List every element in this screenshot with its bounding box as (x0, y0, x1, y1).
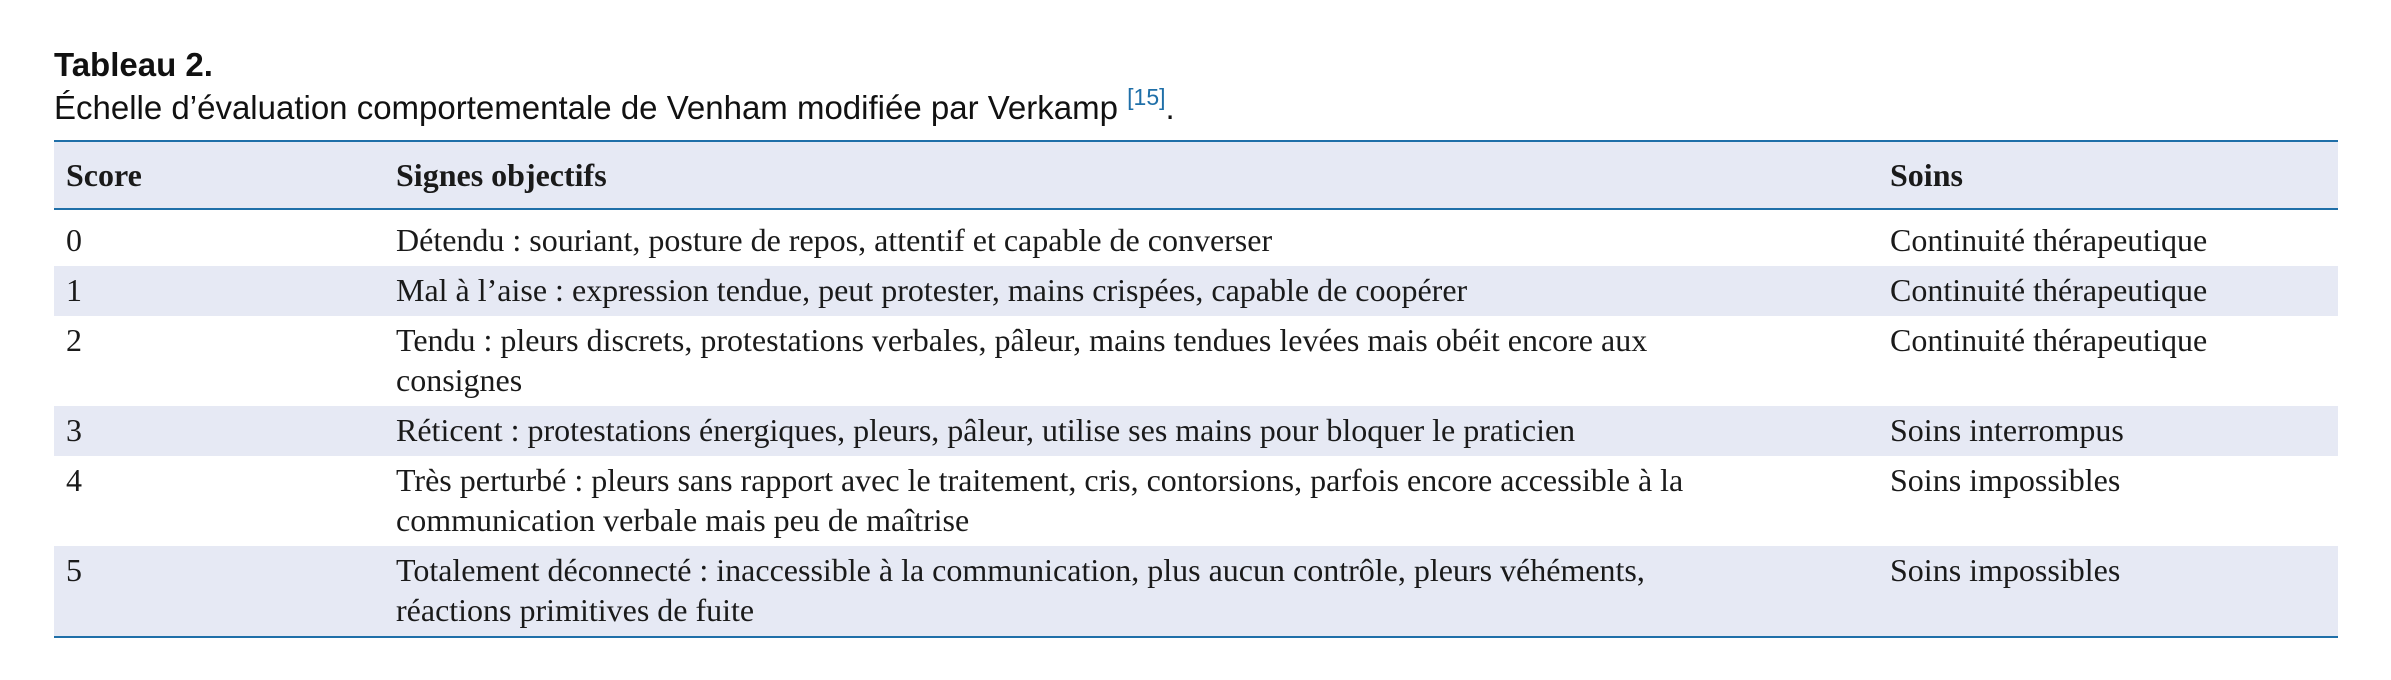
cell-signs (384, 316, 1878, 406)
table-row (54, 266, 2338, 316)
cell-care: Soins impossibles (1890, 462, 2121, 498)
cell-score: 3 (66, 412, 82, 448)
cell-score: 5 (54, 546, 384, 637)
venham-scale-table (54, 140, 2338, 638)
header-score: Score (54, 141, 384, 209)
cell-signs-text: Mal à l’aise : expression tendue, peut protester, mains crispées, capable de coopérer (396, 272, 1468, 308)
cell-care: Continuité thérapeutique (1890, 222, 2208, 258)
cell-signs-text: Très perturbé : pleurs sans rapport avec le traitement, cris, contorsions, parfois encore accessible à la communication verbale mais peu de maîtrise (396, 462, 1684, 538)
reference-link[interactable]: [15] (1127, 84, 1166, 110)
table-caption-title: Tableau 2. (54, 46, 213, 83)
cell-score: 0 (66, 222, 82, 258)
cell-signs (384, 209, 1878, 266)
table-row (54, 209, 2338, 266)
cell-score: 2 (66, 322, 82, 358)
cell-signs-text: Réticent : protestations énergiques, pleurs, pâleur, utilise ses mains pour bloquer le praticien (396, 412, 1576, 448)
table-row (54, 456, 2338, 546)
header-care: Soins (1878, 141, 2338, 209)
table-caption-end: . (1165, 89, 1175, 126)
cell-score: 1 (66, 272, 82, 308)
table-row (54, 406, 2338, 456)
cell-care: Soins impossibles (1878, 546, 2338, 637)
cell-signs (384, 406, 1878, 456)
table-header-row (54, 141, 2338, 209)
cell-signs (384, 456, 1878, 546)
table-caption-text: Échelle d’évaluation comportementale de Venham modifiée par Verkamp (54, 89, 1118, 126)
table-row (54, 546, 2338, 637)
cell-care: Continuité thérapeutique (1890, 272, 2208, 308)
cell-care: Soins interrompus (1890, 412, 2124, 448)
cell-signs (384, 266, 1878, 316)
cell-care: Continuité thérapeutique (1890, 322, 2208, 358)
cell-signs (384, 546, 1878, 637)
cell-signs-text: Tendu : pleurs discrets, protestations verbales, pâleur, mains tendues levées mais obéit encore aux consignes (396, 322, 1648, 398)
header-objective-signs: Signes objectifs (384, 141, 1878, 209)
table-row (54, 316, 2338, 406)
cell-score: 4 (66, 462, 82, 498)
cell-signs-text: Détendu : souriant, posture de repos, attentif et capable de converser (396, 222, 1273, 258)
table-caption (54, 86, 2338, 130)
cell-signs-text: Totalement déconnecté : inaccessible à la communication, plus aucun contrôle, pleurs véhéments, réactions primitives de fuite (396, 552, 1645, 628)
table-figure (54, 44, 2338, 638)
